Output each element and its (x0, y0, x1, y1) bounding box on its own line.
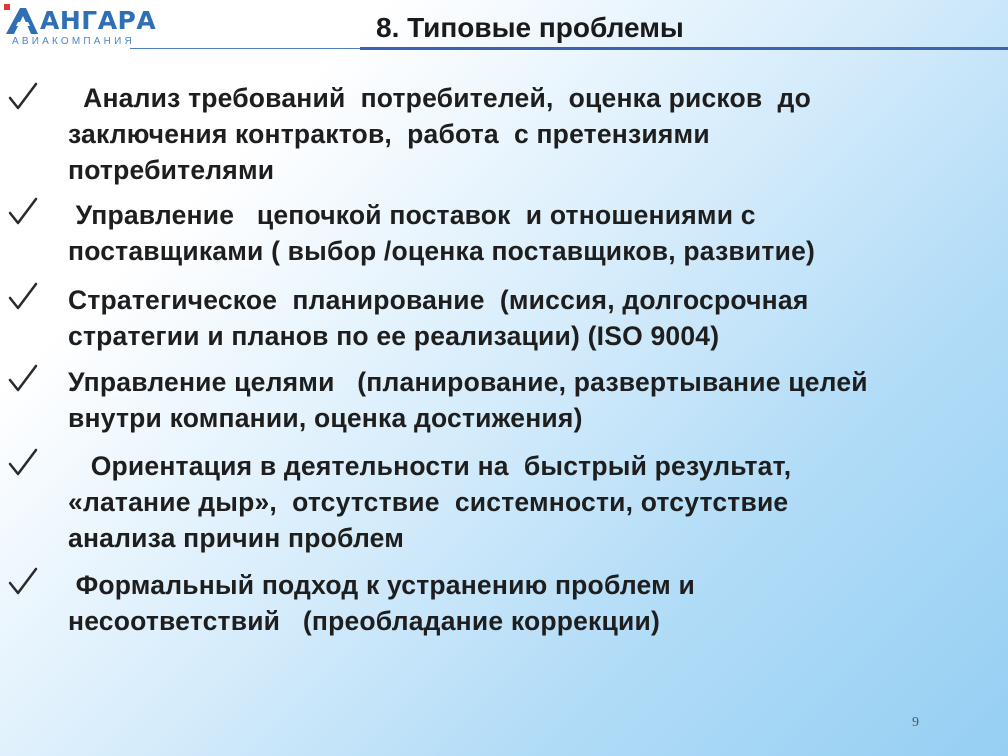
item-line: поставщиками ( выбор /оценка поставщиков, развитие) (68, 236, 816, 266)
checkmark-icon (6, 282, 40, 312)
angara-logo-icon (2, 2, 42, 38)
title-rule-thick (360, 47, 1008, 50)
item-line: заключения контрактов, работа с претензиями (68, 119, 710, 149)
item-line: потребителями (68, 155, 275, 185)
checkmark-icon (6, 567, 40, 597)
item-line: Анализ требований потребителей, оценка рисков до (68, 83, 811, 113)
item-line: стратегии и планов по ее реализации) (ISO 9004) (68, 321, 720, 351)
checkmark-icon (6, 364, 40, 394)
item-line: несоответствий (преобладание коррекции) (68, 606, 661, 636)
logo-subtitle: АВИАКОМПАНИЯ (12, 36, 135, 47)
item-line: Стратегическое планирование (миссия, долгосрочная (68, 285, 809, 315)
item-line: Управление целями (планирование, развертывание целей (68, 367, 868, 397)
checkmark-icon (6, 197, 40, 227)
item-line: анализа причин проблем (68, 523, 405, 553)
page-number: 9 (912, 715, 919, 730)
title-rule-thin (130, 48, 360, 49)
item-line: Формальный подход к устранению проблем и (68, 570, 695, 600)
item-line: Управление цепочкой поставок и отношениями с (68, 200, 756, 230)
item-line: внутри компании, оценка достижения) (68, 403, 583, 433)
checkmark-icon (6, 82, 40, 112)
checkmark-icon (6, 448, 40, 478)
item-line: Ориентация в деятельности на быстрый результат, (68, 451, 792, 481)
item-line: «латание дыр», отсутствие системности, отсутствие (68, 487, 789, 517)
slide-title: 8. Типовые проблемы (376, 12, 684, 43)
company-logo (2, 2, 157, 50)
logo-name: АНГАРА (40, 6, 157, 35)
